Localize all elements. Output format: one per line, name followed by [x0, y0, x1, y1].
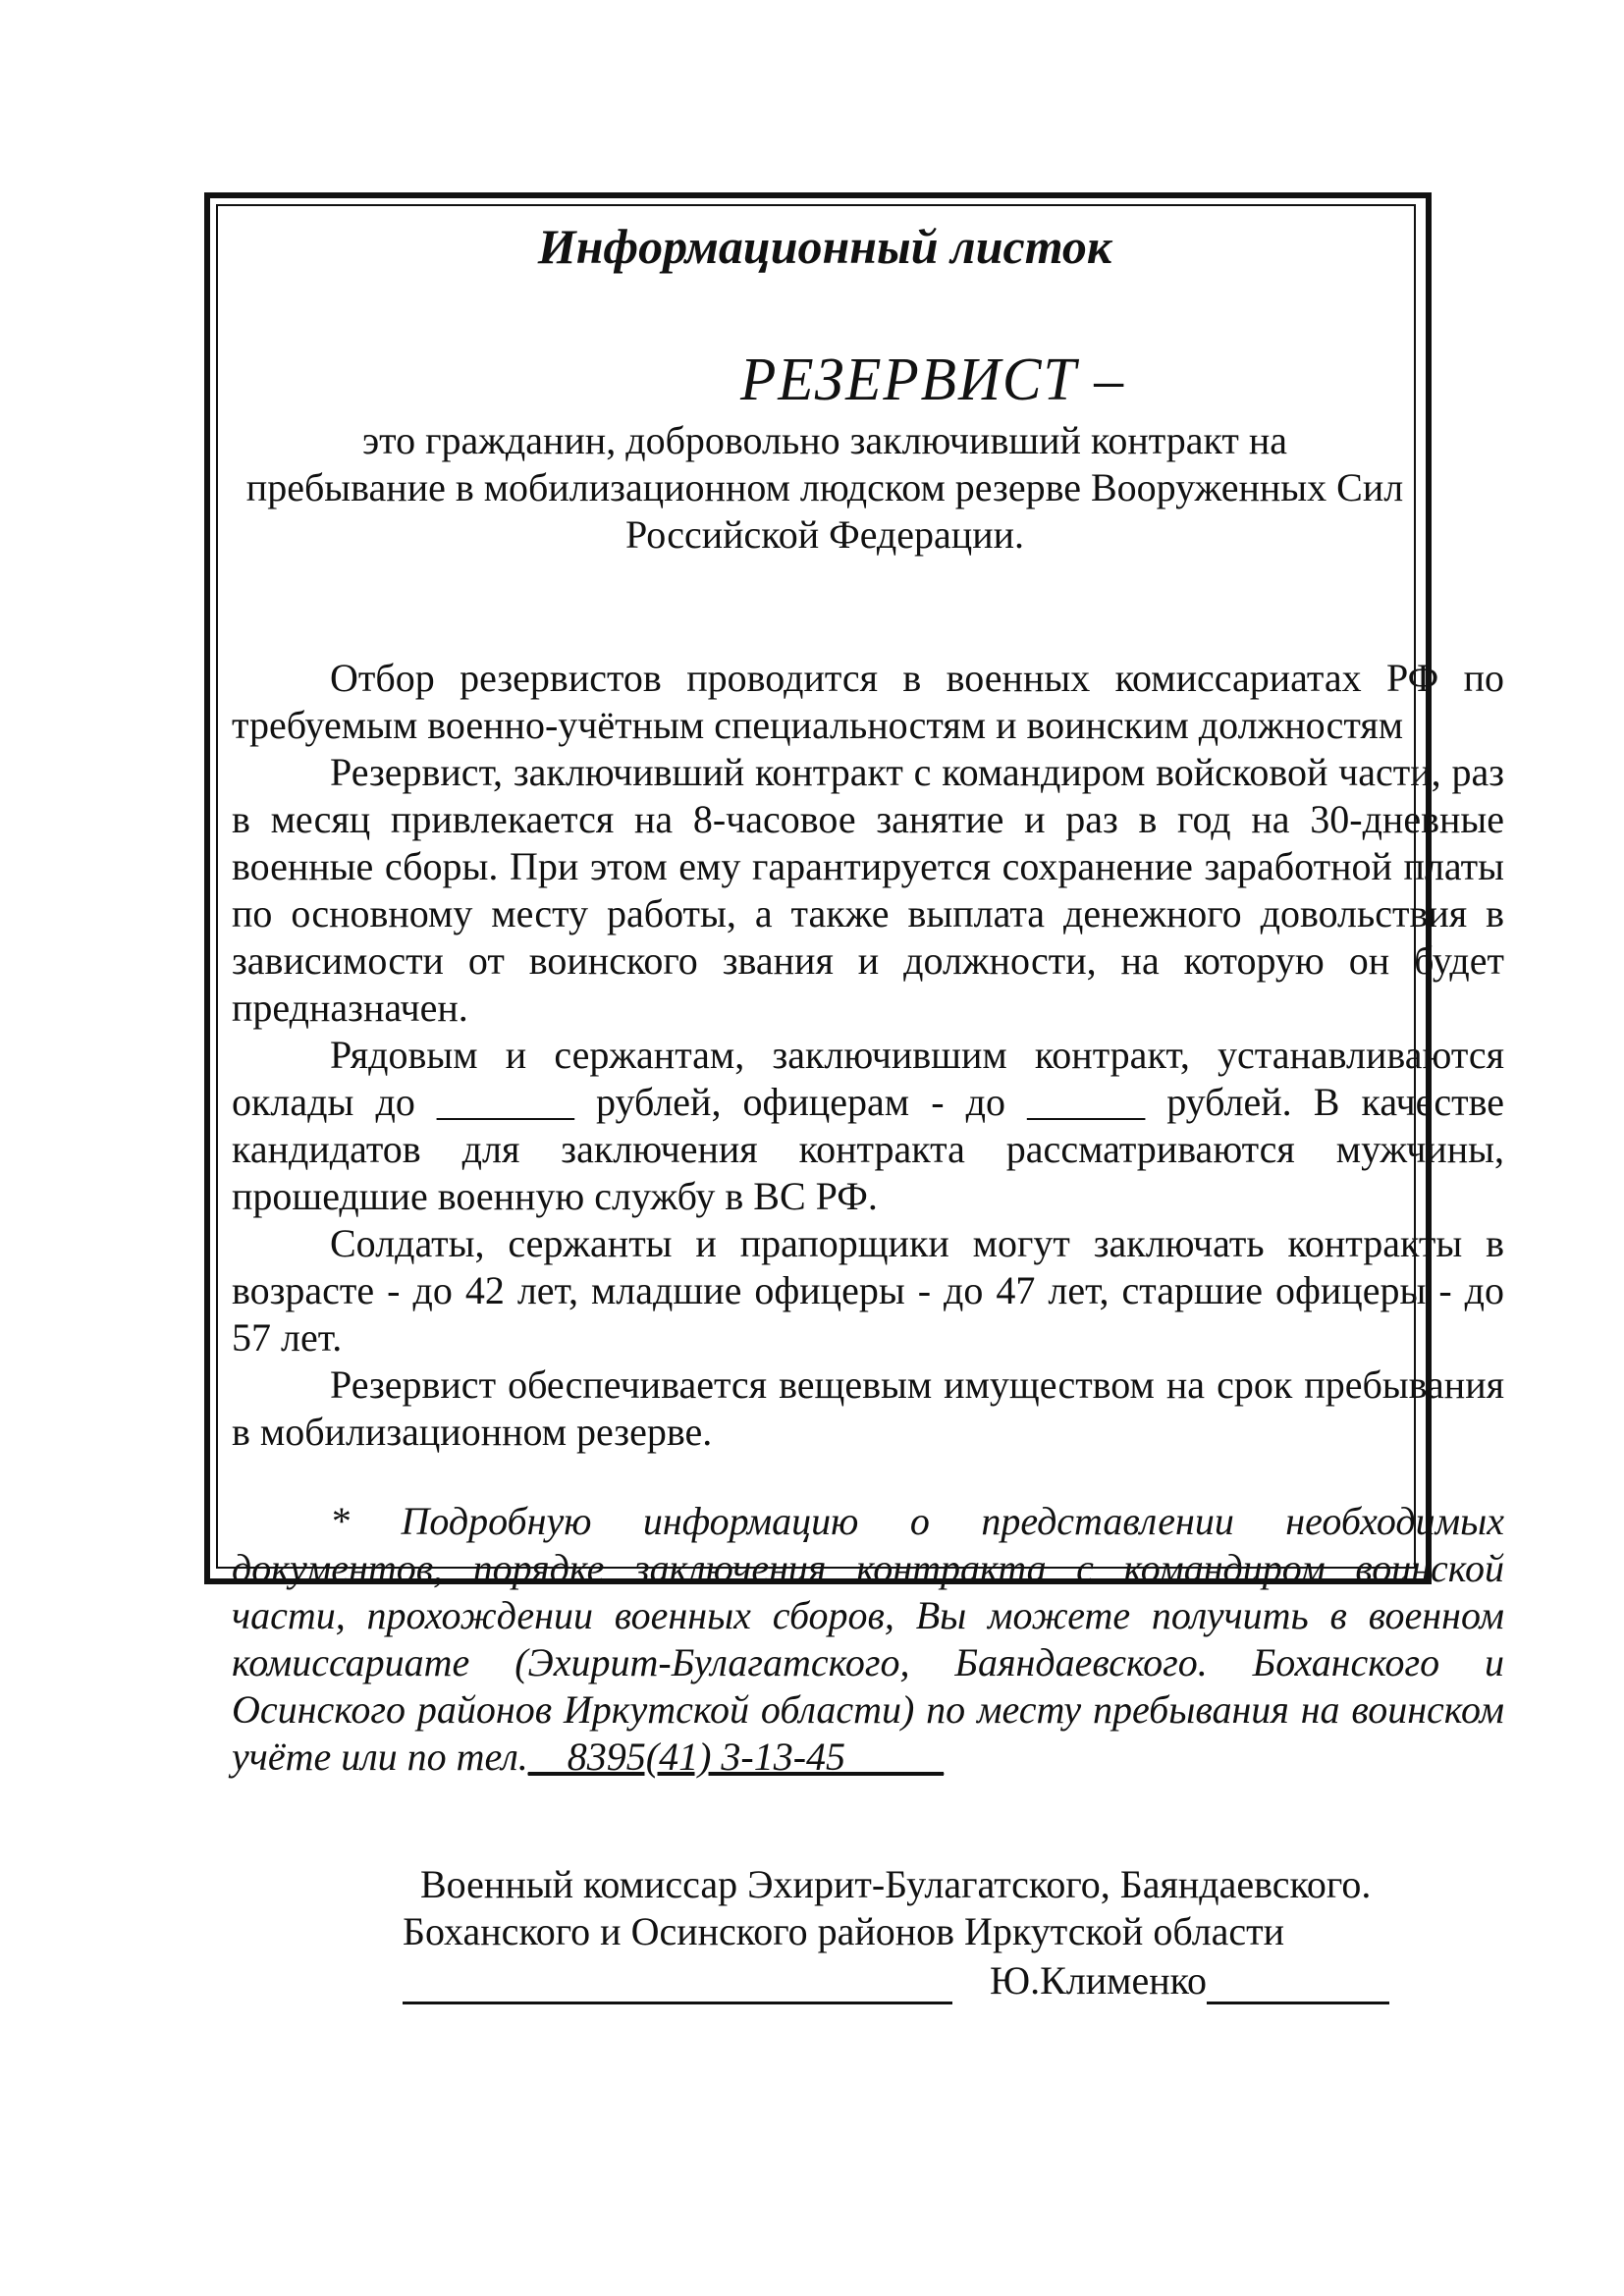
page-title: Информационный листок: [537, 219, 1112, 274]
signature-position: Военный комиссар Эхирит-Булагатского, Баяндаевского.: [420, 1862, 1372, 1906]
definition: [236, 417, 1414, 559]
paragraph-contract: Резервист, заключивший контракт с командиром войсковой части, раз в месяц привлекается на 8-часовое занятие и раз в год на 30-дневные военные сборы. При этом ему гарантируется сохранение заработной платы по основному месту работы, а также выплата денежного довольствия в зависимости от воинского звания и должности, на которую он будет предназначен.: [232, 750, 1504, 1030]
paragraph-supply: Резервист обеспечивается вещевым имуществом на срок пребывания в мобилизационном резерве.: [232, 1362, 1504, 1454]
info-note: [232, 1498, 1504, 1781]
body-text: [232, 655, 1504, 1456]
signature-line: [403, 1957, 1443, 2004]
note-text: * Подробную информацию о представлении необходимых документов, порядке заключения контракта с командиром воинской части, прохождении военных сборов, Вы можете получить в военном комиссариате (Эхирит-Булагатского, Баяндаевского. Боханского и Осинского районов Иркутской области) по месту пребывания на воинском учёте или по тел.: [232, 1499, 1504, 1779]
signature-rule-end: [1207, 1962, 1389, 2004]
paragraph-age: Солдаты, сержанты и прапорщики могут заключать контракты в возрасте - до 42 лет, младшие офицеры - до 47 лет, старшие офицеры - до 57 лет.: [232, 1221, 1504, 1360]
signature-rule: [403, 1962, 952, 2004]
signature-block: [403, 1861, 1443, 2004]
paragraph-selection: Отбор резервистов проводится в военных комиссариатах РФ по требуемым военно-учётным специальностям и воинским должностям: [232, 656, 1504, 747]
definition-line: это гражданин, добровольно заключивший контракт на: [361, 418, 1288, 462]
definition-line: Российской Федерации.: [624, 512, 1025, 557]
paragraph-salary: Рядовым и сержантам, заключившим контракт, устанавливаются оклады до _______ рублей, офицерам - до ______ рублей. В качестве кандидатов для заключения контракта рассматриваются мужчины, прошедшие военную службу в ВС РФ.: [232, 1033, 1504, 1218]
phone-number: __8395(41) 3-13-45_____: [527, 1735, 945, 1779]
definition-line: пребывание в мобилизационном людском резерве Вооруженных Сил: [245, 465, 1404, 509]
signature-name: Ю.Клименко: [990, 1958, 1208, 2002]
signature-district: Боханского и Осинского районов Иркутской области: [403, 1909, 1285, 1953]
headword: РЕЗЕРВИСТ –: [740, 347, 1125, 413]
